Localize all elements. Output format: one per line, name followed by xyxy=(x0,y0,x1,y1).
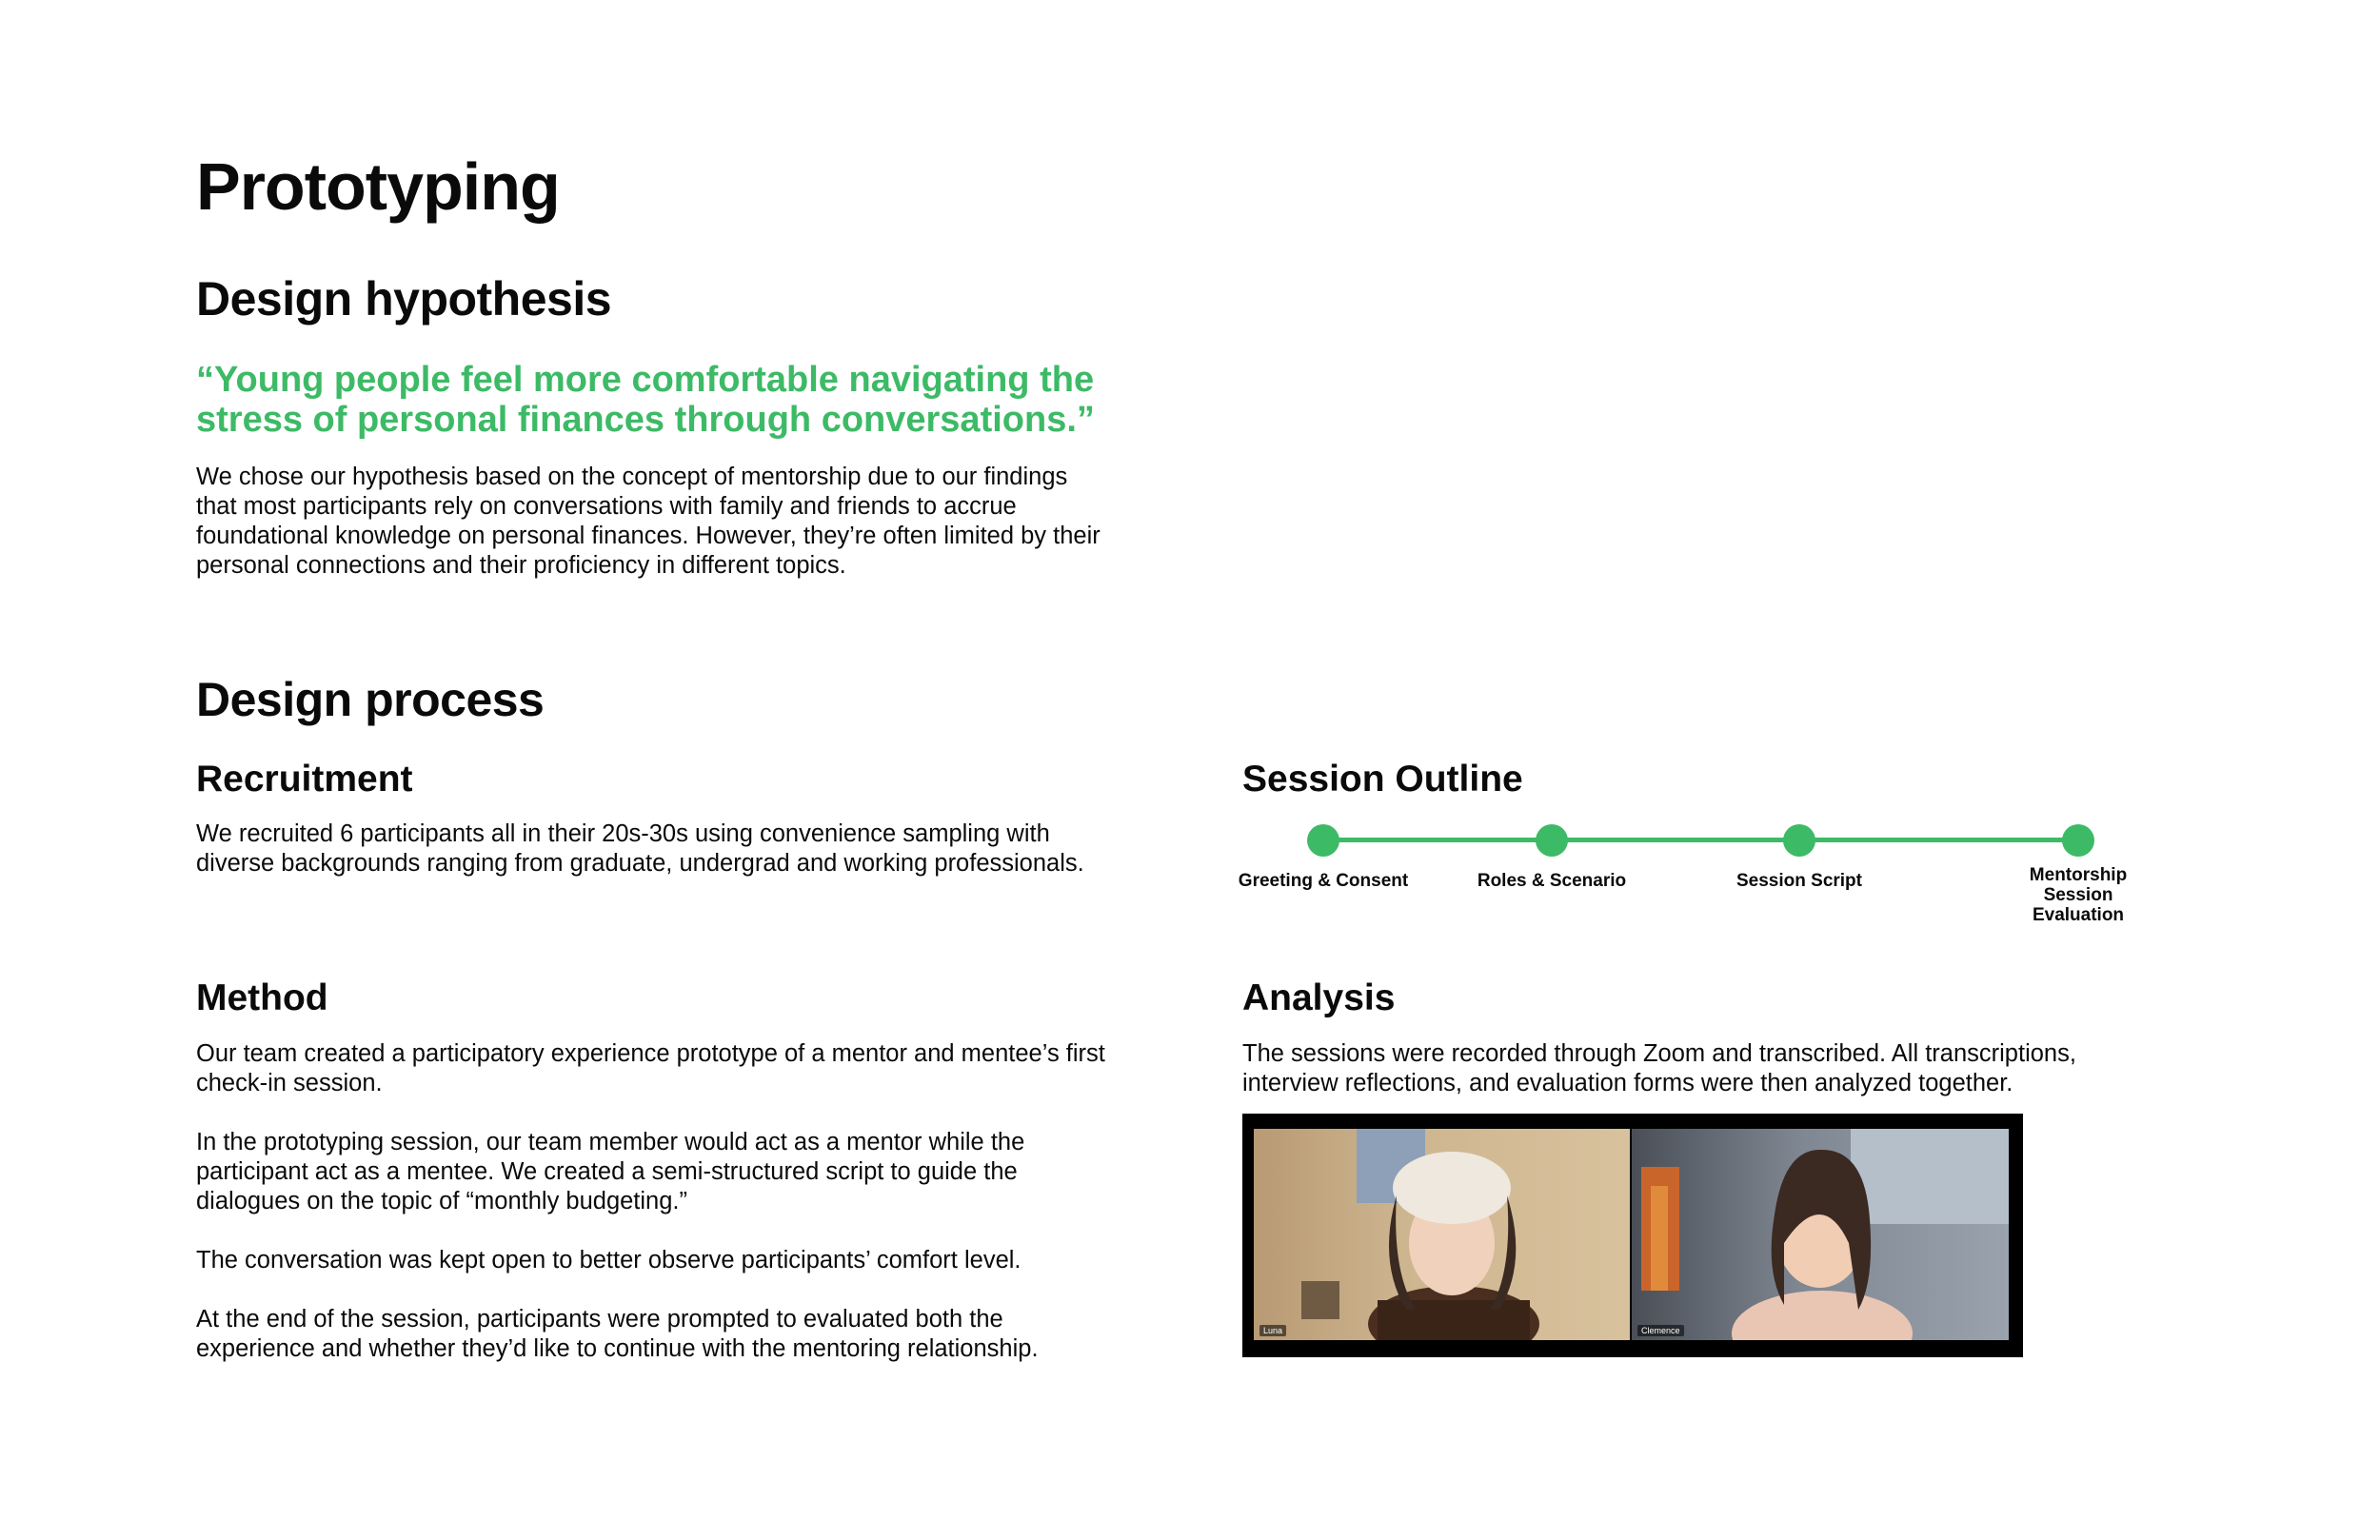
video-tile-mentor xyxy=(1254,1129,1630,1340)
session-outline-heading: Session Outline xyxy=(1242,759,1523,800)
timeline-line xyxy=(1323,838,2075,842)
design-hypothesis-heading: Design hypothesis xyxy=(196,272,612,326)
analysis-body: The sessions were recorded through Zoom and transcribed. All transcriptions, interview reflections, and evaluation forms were then analyzed together. xyxy=(1242,1040,2076,1096)
video-tile-participant xyxy=(1632,1129,2009,1340)
method-paragraph: The conversation was kept open to better observe participants’ comfort level. xyxy=(196,1247,1021,1273)
timeline-node xyxy=(1307,824,1339,857)
hypothesis-quote: “Young people feel more comfortable navigating the stress of personal finances through conversations.” xyxy=(196,360,1095,440)
participant-photo xyxy=(1632,1129,2009,1340)
participant-name-tag: Clemence xyxy=(1637,1325,1684,1336)
method-paragraph: In the prototyping session, our team member would act as a mentor while the participant act as a mentee. We created a semi-structured script to guide the dialogues on the topic of “monthly budgeting.” xyxy=(196,1129,1025,1214)
recruitment-heading: Recruitment xyxy=(196,759,413,800)
participant-photo xyxy=(1254,1129,1630,1340)
timeline-node xyxy=(1536,824,1568,857)
timeline-step-label: Mentorship Session Evaluation xyxy=(2029,865,2128,925)
timeline-node xyxy=(1783,824,1815,857)
hypothesis-body: We chose our hypothesis based on the concept of mentorship due to our findings that most participants rely on conversations with family and friends to accrue foundational knowledge on personal finances. However, they’re often limited by their personal connections and their proficiency in different topics. xyxy=(196,464,1101,579)
timeline-step-label: Greeting & Consent xyxy=(1238,871,1409,891)
participant-name-tag: Luna xyxy=(1259,1325,1286,1336)
timeline-node xyxy=(2062,824,2094,857)
method-paragraph: At the end of the session, participants were prompted to evaluated both the experience and whether they’d like to continue with the mentoring relationship. xyxy=(196,1306,1039,1362)
timeline-step-label: Roles & Scenario xyxy=(1477,871,1627,891)
page-title: Prototyping xyxy=(196,149,560,224)
method-paragraph: Our team created a participatory experience prototype of a mentor and mentee’s first check-in session. xyxy=(196,1040,1105,1096)
analysis-heading: Analysis xyxy=(1242,977,1396,1018)
zoom-session-screenshot xyxy=(1242,1114,2023,1357)
method-body xyxy=(196,1039,1129,1364)
session-outline-timeline xyxy=(1238,819,2152,933)
timeline-step-label: Session Script xyxy=(1736,871,1862,891)
method-heading: Method xyxy=(196,977,328,1018)
recruitment-body: We recruited 6 participants all in their 20s-30s using convenience sampling with diverse backgrounds ranging from graduate, undergrad and working professionals. xyxy=(196,820,1084,877)
design-process-heading: Design process xyxy=(196,673,545,726)
